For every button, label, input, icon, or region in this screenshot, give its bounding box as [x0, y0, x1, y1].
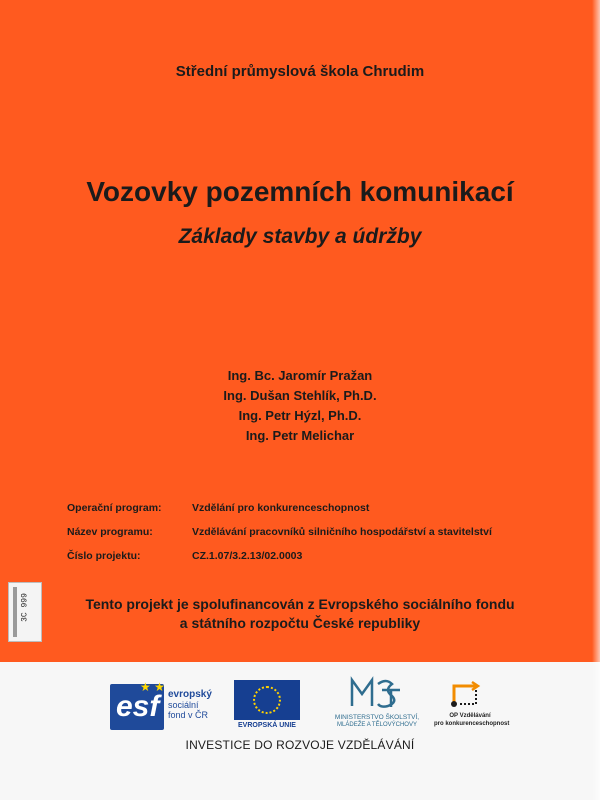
eu-flag-icon — [234, 680, 300, 720]
funding-line-1: Tento projekt je spolufinancován z Evropského sociálního fondu — [85, 596, 515, 612]
esf-caption — [168, 690, 212, 720]
author-2: Ing. Dušan Stehlík, Ph.D. — [223, 388, 377, 403]
op-line-2: pro konkurenceschopnost — [434, 721, 510, 727]
esf-line-2: sociální — [168, 700, 199, 710]
author-1: Ing. Bc. Jaromír Pražan — [227, 368, 373, 383]
program-value: Vzdělání pro konkurenceschopnost — [192, 502, 370, 514]
op-line-1: OP Vzdělávání — [449, 713, 491, 719]
program-label: Operační program: — [67, 502, 162, 514]
author-4: Ing. Petr Melichar — [245, 428, 355, 443]
author-3: Ing. Petr Hýzl, Ph.D. — [238, 408, 362, 423]
esf-line-1: evropský — [168, 689, 212, 700]
msmt-line-2: MLÁDEŽE A TĚLOVÝCHOVY — [337, 722, 417, 728]
program-name-value: Vzdělávání pracovníků silničního hospodářství a stavitelství — [192, 526, 492, 538]
eu-stars-icon — [253, 686, 281, 714]
funding-statement — [0, 595, 600, 633]
msmt-line-1: MINISTERSTVO ŠKOLSTVÍ, — [334, 714, 420, 721]
op-arrows-icon — [446, 678, 486, 710]
school-name: Střední průmyslová škola Chrudim — [175, 63, 425, 80]
op-logo — [434, 676, 510, 732]
eu-label: EVROPSKÁ UNIE — [238, 722, 296, 729]
esf-logo — [110, 676, 220, 732]
investment-slogan: INVESTICE DO ROZVOJE VZDĚLÁVÁNÍ — [185, 738, 415, 752]
funding-line-2: a státního rozpočtu České republiky — [179, 615, 421, 631]
program-name-label: Název programu: — [67, 526, 153, 538]
eu-logo — [234, 680, 300, 732]
author-list — [0, 366, 600, 446]
esf-mark: esf — [116, 690, 160, 723]
project-number-value: CZ.1.07/3.2.13/02.0003 — [192, 550, 303, 562]
esf-line-3: fond v ČR — [168, 710, 209, 720]
partner-logos — [110, 676, 510, 732]
msmt-logo — [332, 676, 422, 732]
book-title: Vozovky pozemních komunikací — [86, 176, 514, 207]
project-number-label: Číslo projektu: — [67, 550, 141, 562]
sticker-text: 3C 999 — [20, 593, 30, 622]
book-subtitle: Základy stavby a údržby — [178, 225, 422, 248]
msmt-monogram-icon — [348, 676, 404, 710]
star-icon: ★ ★ — [140, 680, 165, 694]
